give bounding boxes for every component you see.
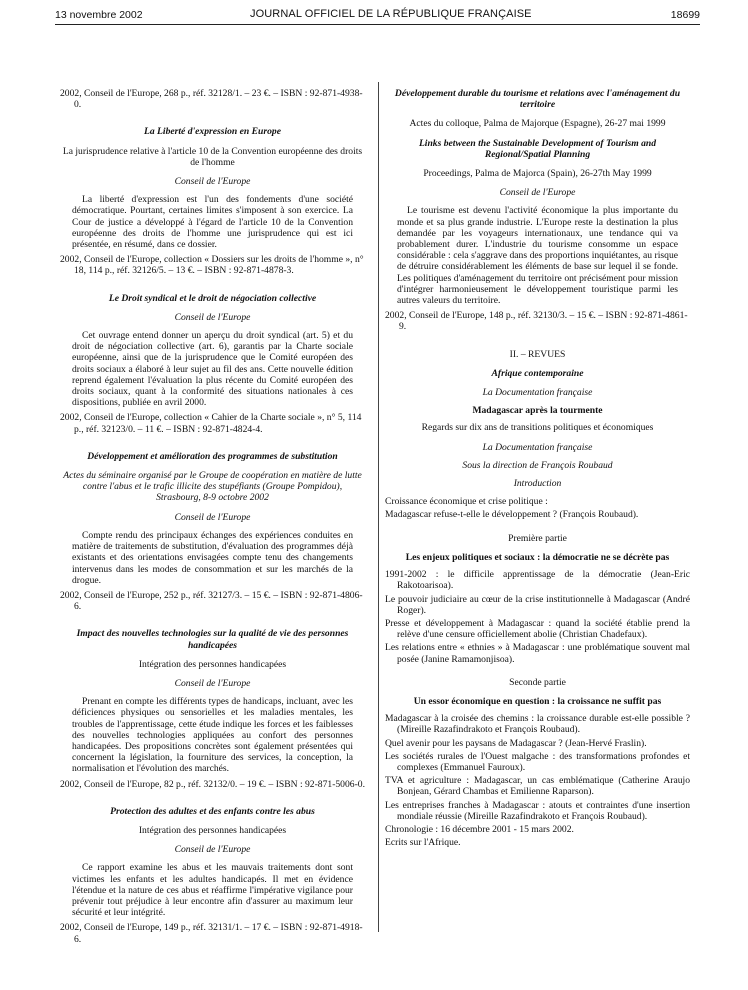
section-title: Impact des nouvelles technologies sur la qualité de vie des personnes handicapées — [76, 628, 349, 651]
section-author: Conseil de l'Europe — [174, 677, 251, 689]
section-author: Conseil de l'Europe — [499, 187, 576, 199]
section-author: Conseil de l'Europe — [174, 176, 251, 188]
section-subtitle: La jurisprudence relative à l'article 10 de la Convention européenne des droits de l'homme — [62, 145, 363, 168]
header-rule — [55, 24, 700, 25]
section-title: Développement durable du tourisme et relations avec l'aménagement du territoire — [394, 88, 681, 111]
list-item: Presse et développement à Madagascar : quand la société établie prend la relève d'une censure officiellement abolie (Christian Chadefaux). — [385, 617, 690, 641]
section-title-english: Links between the Sustainable Development of Tourism and Regional/Spatial Planning — [418, 137, 657, 160]
publisher: La Documentation française — [482, 387, 593, 399]
list-item: Le pouvoir judiciaire au cœur de la crise institutionnelle à Madagascar (André Roger). — [385, 593, 690, 616]
reference-entry: 2002, Conseil de l'Europe, 82 p., réf. 32132/0. – 19 €. – ISBN : 92-871-5006-0. — [60, 778, 365, 790]
section-subtitle: Actes du séminaire organisé par le Groupe de coopération en matière de lutte contre l'abus et le trafic illicite des stupéfiants (Groupe Pompidou), Strasbourg, 8-9 octobre 2002 — [63, 470, 362, 504]
journal-title: Afrique contemporaine — [491, 367, 584, 379]
section-body: Prenant en compte les différents types de handicaps, incluant, avec les déficiences physiques ou sensorielles et les maladies mentales, les troubles de l'apprentissage, cette étude indique les forces et les faiblesses des nouvelles technologies appliquées au confort des personnes handicapées. Des propositions concrètes sont également présentées qui concernent la législation, la fourniture des services, la conception, la normalisation et l'évolution des marchés. — [72, 696, 353, 775]
revues-heading: II. – REVUES — [509, 348, 566, 360]
section-subtitle: Actes du colloque, Palma de Majorque (Espagne), 26-27 mai 1999 — [409, 118, 666, 130]
reference-entry: 2002, Conseil de l'Europe, collection « Dossiers sur les droits de l'homme », n° 18, 114 p., réf. 32126/5. – 13 €. – ISBN : 92-871-4878-3. — [60, 254, 364, 277]
section-subtitle: Intégration des personnes handicapées — [138, 658, 287, 670]
reference-entry: 2002, Conseil de l'Europe, 268 p., réf. 32128/1. – 23 €. – ISBN : 92-871-4938-0. — [60, 88, 363, 111]
issue-title: Madagascar après la tourmente — [472, 405, 603, 417]
left-column — [60, 88, 365, 945]
reference-entry: 2002, Conseil de l'Europe, 149 p., réf. 32131/1. – 17 €. – ISBN : 92-871-4918-6. — [60, 922, 363, 945]
part-heading: Première partie — [508, 532, 567, 544]
header-page-number: 18699 — [670, 9, 700, 21]
list-item: Chronologie : 16 décembre 2001 - 15 mars 2002. — [385, 823, 574, 835]
section-body: Compte rendu des principaux échanges des expériences conduites en matière de traitements de substitution, d'évaluation des programmes déjà existants et des orientations envisagées compte tenu des changements intervenus dans les modes de consommation et sur les marchés de la drogue. — [72, 529, 353, 586]
list-item: TVA et agriculture : Madagascar, un cas emblématique (Catherine Araujo Bonjean, Gérard Chambas et Emilienne Raparson). — [385, 775, 690, 798]
list-item: Madagascar à la croisée des chemins : la croissance durable est-elle possible ? (Mireille Razafindrakoto et François Roubaud). — [385, 713, 690, 736]
section-body: Ce rapport examine les abus et les mauvais traitements dont sont victimes les enfants et les adultes handicapés. Il met en évidence l'étendue et la nature de ces abus et réaffirme l'impérative vigilance pour prévenir tout préjudice à leur encontre afin d'assurer au maximum leur sécurité et leur intégrité. — [72, 862, 353, 919]
section-title: La Liberté d'expression en Europe — [144, 126, 281, 138]
section-subtitle: Intégration des personnes handicapées — [138, 824, 287, 836]
list-item: Ecrits sur l'Afrique. — [385, 837, 461, 849]
section-title: Développement et amélioration des programmes de substitution — [87, 450, 338, 462]
reference-entry: 2002, Conseil de l'Europe, 252 p., réf. 32127/3. – 15 €. – ISBN : 92-871-4806-6. — [60, 589, 363, 613]
section-title: Le Droit syndical et le droit de négociation collective — [108, 292, 317, 304]
header-title: JOURNAL OFFICIEL DE LA RÉPUBLIQUE FRANÇAISE — [250, 8, 532, 20]
page-header — [0, 0, 748, 34]
section-body: Cet ouvrage entend donner un aperçu du droit syndical (art. 5) et du droit de négociation collective (art. 6), garantis par la Charte sociale européenne, ainsi que de la jurisprudence que le Comité européen des droits sociaux a élaboré à leur sujet au fil des ans. Cette nouvelle édition reprend également l'évaluation la plus récente du Comité européen des droits sociaux, quant à la conformité des situations nationales à ces dispositions, publiée en avril 2000. — [72, 330, 353, 409]
section-subtitle-english: Proceedings, Palma de Majorca (Spain), 26-27th May 1999 — [423, 168, 652, 180]
right-column — [385, 88, 690, 850]
section-body: Le tourisme est devenu l'activité économique la plus importante du monde et sa plus grande industrie. L'Europe reste la destination la plus demandée par les voyageurs internationaux, une tendance qui va probablement durer. L'industrie du tourisme consomme un espace considérable : cela s'aggrave dans des proportions inquiétantes, au risque de détruire considérablement les éléments de base sur lequel il se fonde. Les politiques d'aménagement du territoire ont précisément pour mission d'intégrer harmonieusement le développement touristique parmi les autres valeurs du territoire. — [397, 205, 678, 307]
list-item: Les sociétés rurales de l'Ouest malgache : des transformations profondes et complexes (Emmanuel Fauroux). — [385, 750, 690, 773]
header-date: 13 novembre 2002 — [55, 9, 143, 21]
section-body: La liberté d'expression est l'un des fondements d'une société démocratique. Pourtant, certaines limites s'imposent à son exercice. La Cour de justice a développé à l'égard de l'article 10 de la Convention européenne des droits de l'homme une jurisprudence qui est ici présentée, en résumé, dans ce dossier. — [72, 194, 353, 251]
introduction-heading: Introduction — [513, 478, 562, 490]
list-item: Quel avenir pour les paysans de Madagascar ? (Jean-Hervé Fraslin). — [385, 737, 647, 749]
list-item: Les entreprises franches à Madagascar : atouts et contraintes d'une insertion mondiale réussie (Mireille Razafindrakoto et François Roubaud). — [385, 799, 690, 822]
publisher: La Documentation française — [482, 441, 593, 453]
section-author: Conseil de l'Europe — [174, 511, 251, 523]
reference-entry: 2002, Conseil de l'Europe, 148 p., réf. 32130/3. – 15 €. – ISBN : 92-871-4861-9. — [385, 310, 688, 333]
column-divider — [378, 82, 379, 932]
issue-subtitle: Regards sur dix ans de transitions politiques et économiques — [421, 422, 654, 434]
list-item: Croissance économique et crise politique : — [385, 496, 548, 508]
list-item: 1991-2002 : le difficile apprentissage de la démocratie (Jean-Eric Rakotoarisoa). — [385, 569, 690, 592]
part-heading: Seconde partie — [509, 676, 566, 688]
part-title: Un essor économique en question : la croissance ne suffit pas — [413, 695, 662, 707]
list-item: Les relations entre « ethnies » à Madagascar : une problématique souvent mal posée (Janine Ramamonjisoa). — [385, 642, 690, 665]
section-title: Protection des adultes et des enfants contre les abus — [110, 805, 315, 817]
section-author: Conseil de l'Europe — [174, 844, 251, 856]
list-item: Madagascar refuse-t-elle le développement ? (François Roubaud). — [385, 509, 639, 521]
section-author: Conseil de l'Europe — [174, 311, 251, 323]
part-title: Les enjeux politiques et sociaux : la démocratie ne se décrète pas — [405, 551, 670, 563]
reference-entry: 2002, Conseil de l'Europe, collection « Cahier de la Charte sociale », n° 5, 114 p., réf. 32123/0. – 11 €. – ISBN : 92-871-4824-4. — [60, 412, 362, 435]
editor: Sous la direction de François Roubaud — [462, 459, 613, 471]
